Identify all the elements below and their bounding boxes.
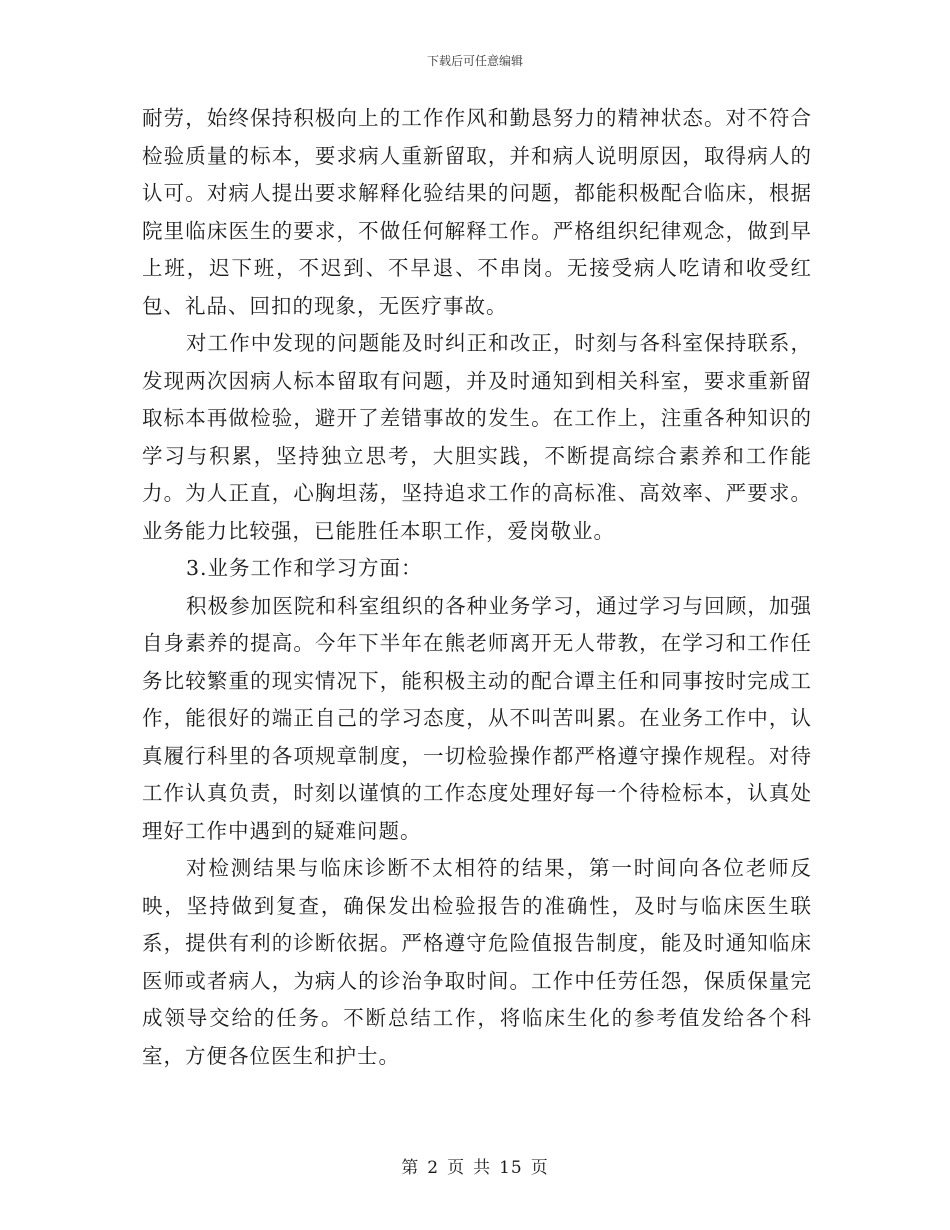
- document-body: [142, 100, 812, 1075]
- page-number: 2: [427, 1158, 440, 1178]
- footer-total-prefix: 共: [473, 1158, 492, 1178]
- footer-total-unit: 页: [530, 1158, 549, 1178]
- paragraph-4: 对检测结果与临床诊断不太相符的结果，第一时间向各位老师反映，坚持做到复查，确保发出检验报告的准确性，及时与临床医生联系，提供有利的诊断依据。严格遵守危险值报告制度，能及时通知临床医师或者病人，为病人的诊治争取时间。工作中任劳任怨，保质保量完成领导交给的任务。不断总结工作，将临床生化的参考值发给各个科室，方便各位医生和护士。: [142, 856, 812, 1068]
- total-pages: 15: [499, 1158, 523, 1178]
- paragraph-1: 耐劳，始终保持积极向上的工作作风和勤恳努力的精神状态。对不符合检验质量的标本，要求病人重新留取，并和病人说明原因，取得病人的认可。对病人提出要求解释化验结果的问题，都能积极配合临床，根据院里临床医生的要求，不做任何解释工作。严格组织纪律观念，做到早上班，迟下班，不迟到、不早退、不串岗。无接受病人吃请和收受红包、礼品、回扣的现象，无医疗事故。: [142, 106, 812, 318]
- page-header: 下载后可任意编辑: [426, 54, 523, 68]
- footer-page-unit: 页: [447, 1158, 466, 1178]
- section-heading: 3.业务工作和学习方面：: [186, 556, 423, 580]
- page-footer: [0, 1153, 950, 1178]
- paragraph-3: 积极参加医院和科室组织的各种业务学习，通过学习与回顾，加强自身素养的提高。今年下半年在熊老师离开无人带教，在学习和工作任务比较繁重的现实情况下，能积极主动的配合谭主任和同事按时完成工作，能很好的端正自己的学习态度，从不叫苦叫累。在业务工作中，认真履行科里的各项规章制度，一切检验操作都严格遵守操作规程。对待工作认真负责，时刻以谨慎的工作态度处理好每一个待检标本，认真处理好工作中遇到的疑难问题。: [142, 593, 812, 843]
- footer-prefix: 第: [401, 1158, 420, 1178]
- paragraph-2: 对工作中发现的问题能及时纠正和改正，时刻与各科室保持联系，发现两次因病人标本留取有问题，并及时通知到相关科室，要求重新留取标本再做检验，避开了差错事故的发生。在工作上，注重各种知识的学习与积累，坚持独立思考，大胆实践，不断提高综合素养和工作能力。为人正直，心胸坦荡，坚持追求工作的高标准、高效率、严要求。业务能力比较强，已能胜任本职工作，爱岗敬业。: [142, 331, 812, 543]
